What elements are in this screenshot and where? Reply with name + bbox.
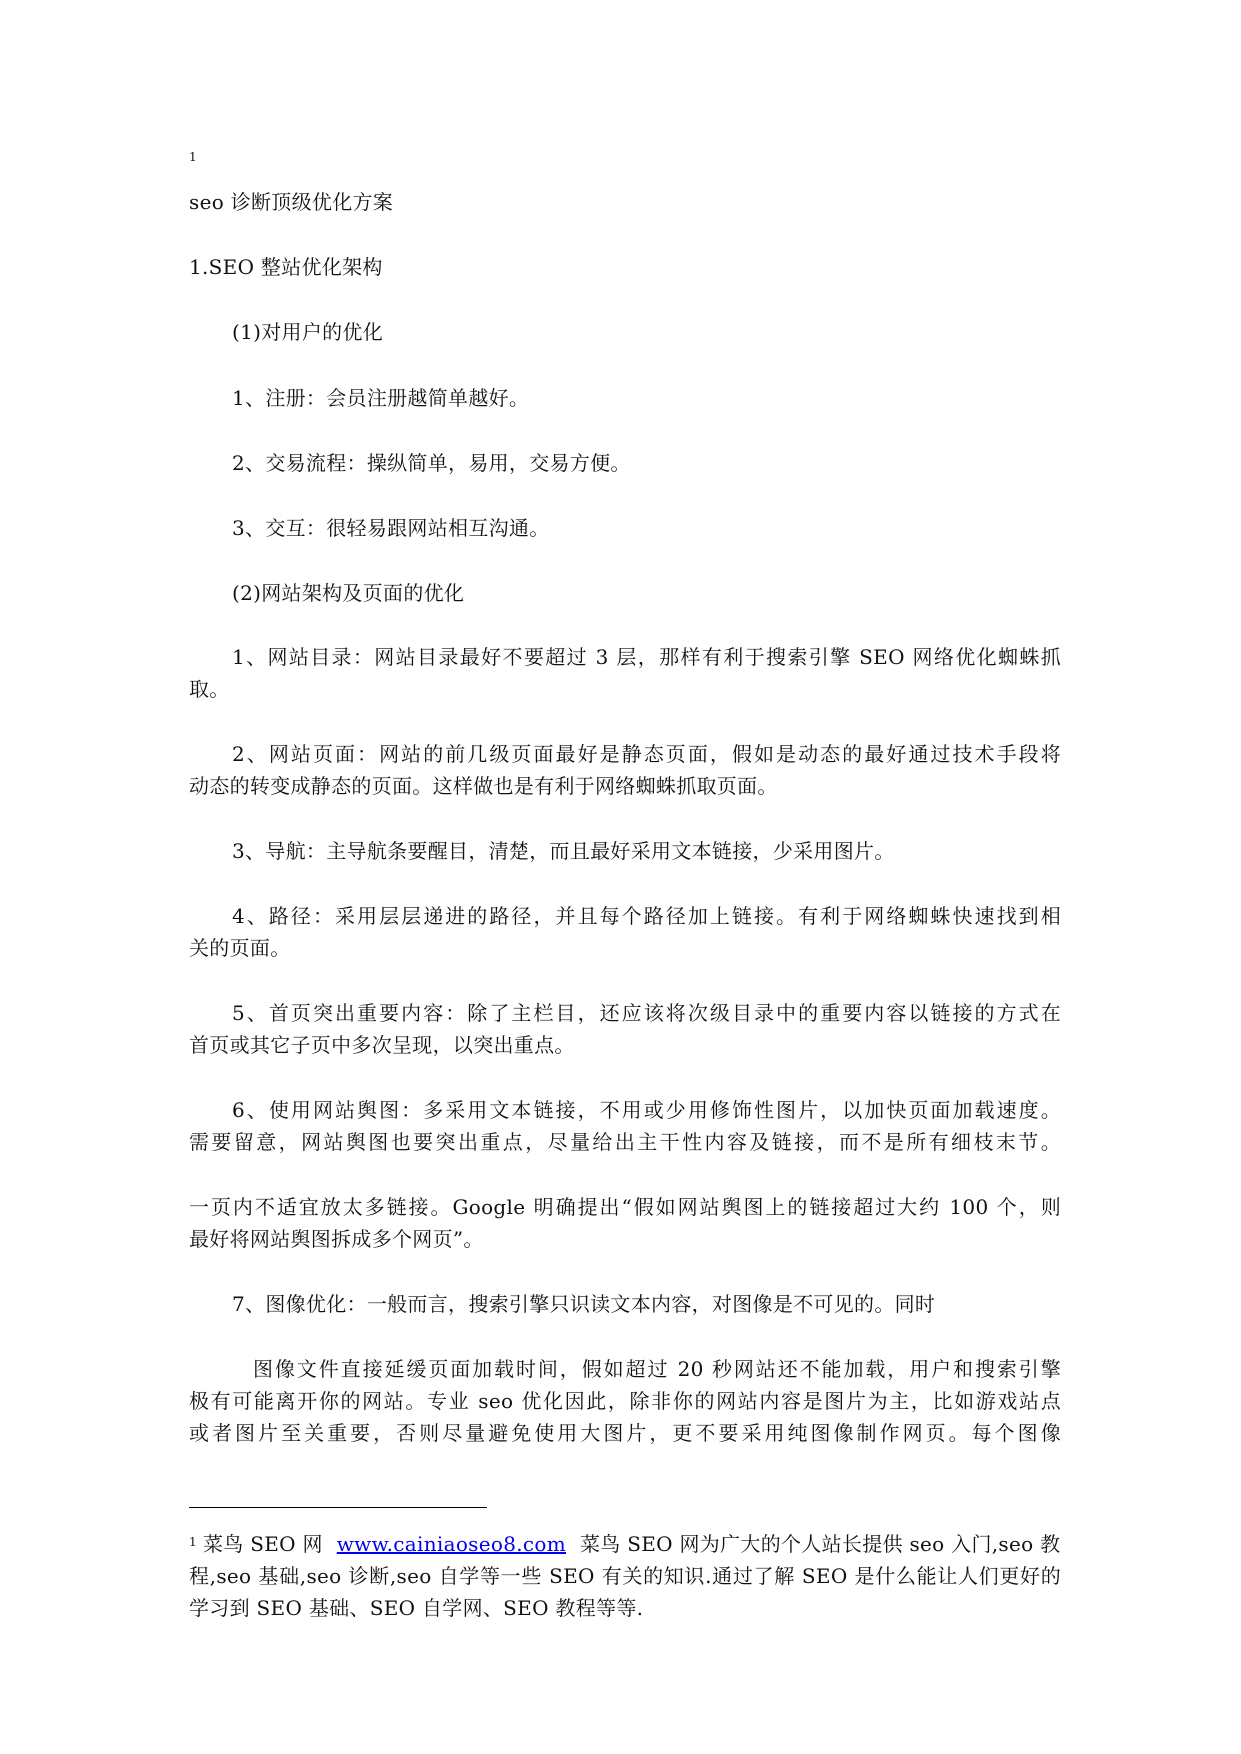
- footnote-line: 学习到 SEO 基础、SEO 自学网、SEO 教程等等.: [189, 1596, 644, 1620]
- paragraph-line: 4、路径：采用层层递进的路径，并且每个路径加上链接。有利于网络蜘蛛快速找到相: [232, 904, 1061, 928]
- paragraph-line: 需要留意，网站舆图也要突出重点，尽量给出主干性内容及链接，而不是所有细枝末节。: [189, 1130, 1061, 1154]
- paragraph-line: 1、网站目录：网站目录最好不要超过 3 层，那样有利于搜索引擎 SEO 网络优化蜘蛛抓: [232, 645, 1061, 669]
- paragraph-line: 6、使用网站舆图：多采用文本链接，不用或少用修饰性图片，以加快页面加载速度。: [232, 1098, 1061, 1122]
- footnote-reference: 1: [189, 150, 197, 164]
- paragraph-line: 5、首页突出重要内容：除了主栏目，还应该将次级目录中的重要内容以链接的方式在: [232, 1001, 1061, 1025]
- footnote-text: 菜鸟 SEO 网为广大的个人站长提供 seo 入门,seo 教: [580, 1532, 1061, 1556]
- paragraph-line: 2、网站页面：网站的前几级页面最好是静态页面，假如是动态的最好通过技术手段将: [232, 742, 1061, 766]
- subsection-heading-architecture: (2)网站架构及页面的优化: [232, 581, 465, 605]
- footnote-number: 1: [189, 1535, 197, 1549]
- list-item: 2、交易流程：操纵简单，易用，交易方便。: [232, 451, 631, 475]
- paragraph-line: 极有可能离开你的网站。专业 seo 优化因此，除非你的网站内容是图片为主，比如游戏站点: [189, 1389, 1061, 1413]
- list-item: 3、交互：很轻易跟网站相互沟通。: [232, 516, 550, 540]
- footnote-line: [189, 1528, 1061, 1560]
- paragraph-line: 最好将网站舆图拆成多个网页”。: [189, 1227, 484, 1251]
- footnote-line: 程,seo 基础,seo 诊断,seo 自学等一些 SEO 有关的知识.通过了解 SEO 是什么能让人们更好的: [189, 1564, 1061, 1588]
- paragraph-line: 动态的转变成静态的页面。这样做也是有利于网络蜘蛛抓取页面。: [189, 774, 778, 798]
- paragraph-line: 图像文件直接延缓页面加载时间，假如超过 20 秒网站还不能加载，用户和搜索引擎: [253, 1357, 1061, 1381]
- paragraph-line: 或者图片至关重要，否则尽量避免使用大图片，更不要采用纯图像制作网页。每个图像: [189, 1421, 1061, 1445]
- footnote-link[interactable]: www.cainiaoseo8.com: [336, 1532, 566, 1556]
- paragraph-line: 取。: [189, 677, 230, 701]
- paragraph-line: 首页或其它子页中多次呈现，以突出重点。: [189, 1033, 575, 1057]
- subsection-heading-users: (1)对用户的优化: [232, 320, 384, 344]
- paragraph-line: 3、导航：主导航条要醒目，清楚，而且最好采用文本链接，少采用图片。: [232, 839, 895, 863]
- paragraph-line: 7、图像优化：一般而言，搜索引擎只识读文本内容，对图像是不可见的。同时: [232, 1292, 936, 1316]
- section-heading: 1.SEO 整站优化架构: [189, 255, 383, 279]
- paragraph-line: 一页内不适宜放太多链接。Google 明确提出“假如网站舆图上的链接超过大约 100 个，则: [189, 1195, 1061, 1219]
- paragraph-line: 关的页面。: [189, 936, 291, 960]
- document-title: seo 诊断顶级优化方案: [189, 190, 394, 214]
- footnote-lead: 菜鸟 SEO 网: [202, 1532, 323, 1556]
- list-item: 1、注册：会员注册越简单越好。: [232, 386, 530, 410]
- footnote-separator: [189, 1507, 487, 1508]
